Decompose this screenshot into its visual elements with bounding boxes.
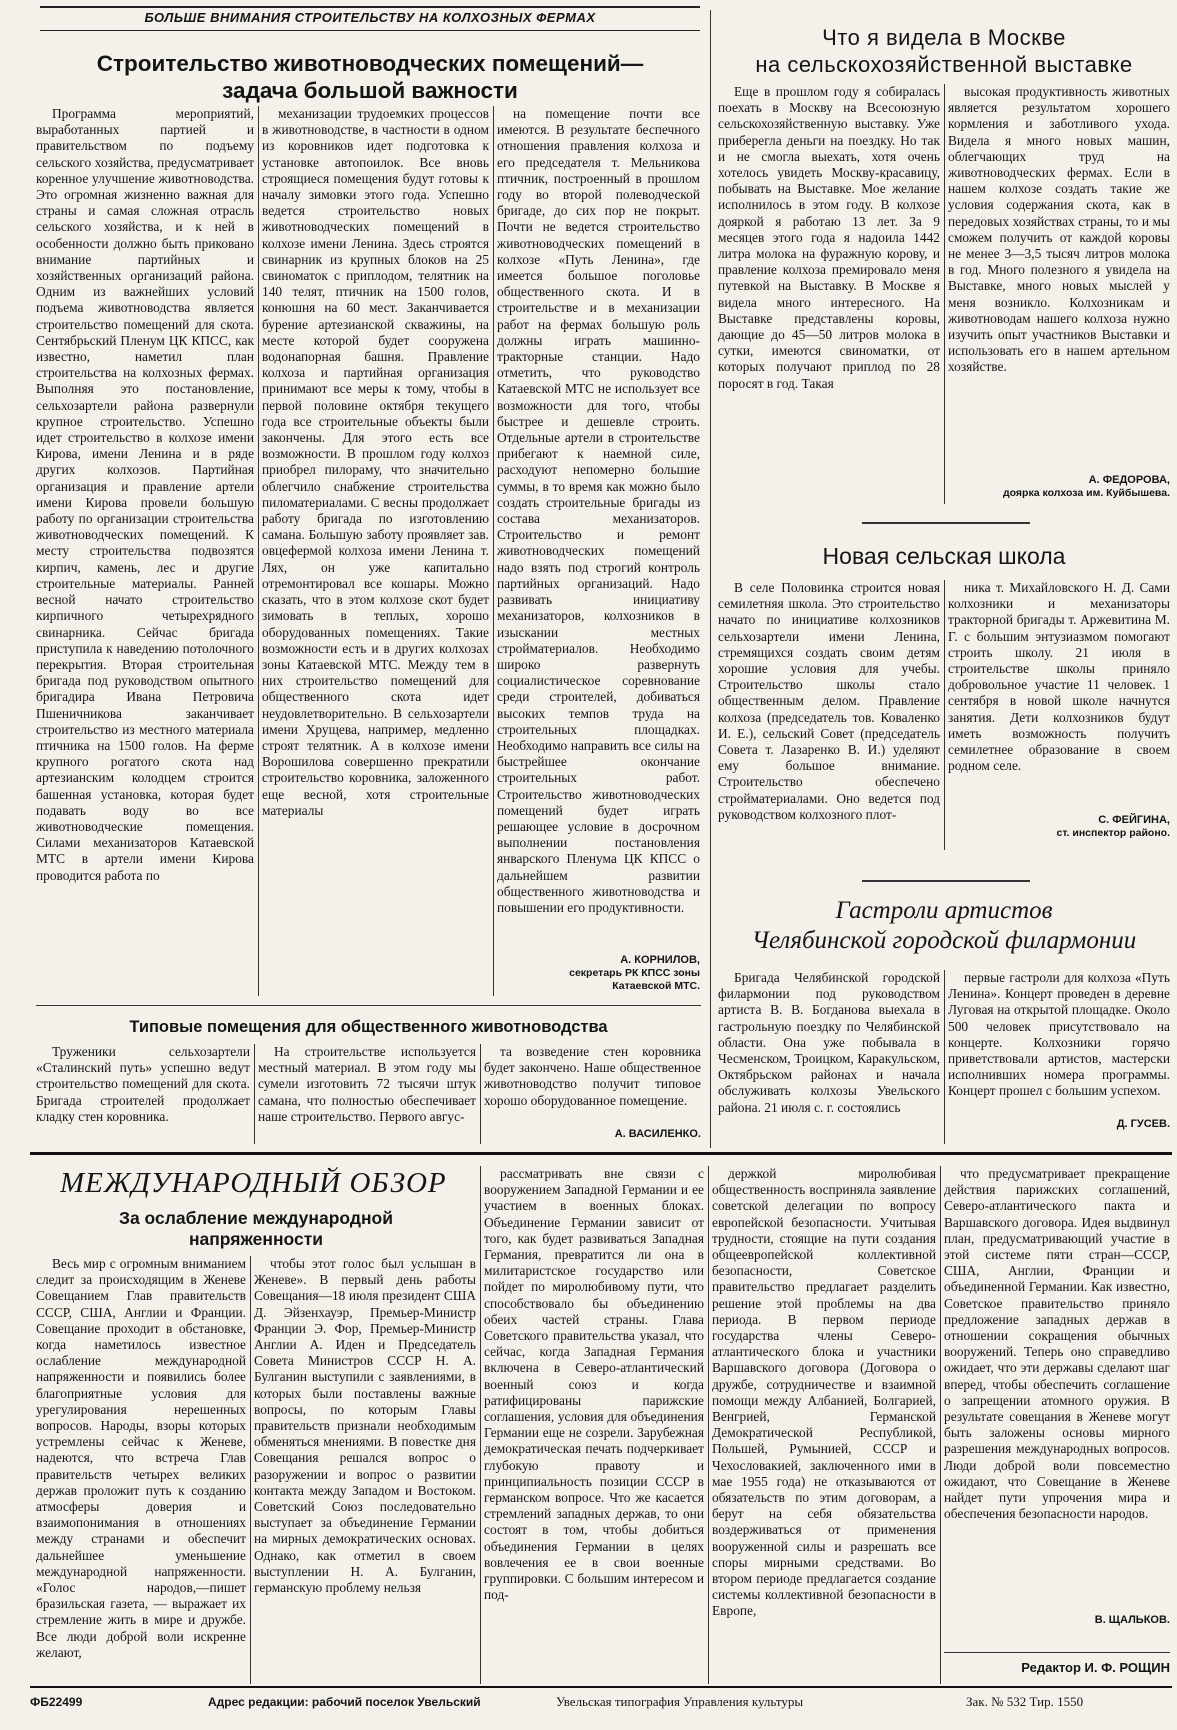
tour-article-text-2: первые гастроли для колхоза «Путь Ленина». Концерт проведен в деревне Луговая на открытой площадке. Около 500 человек присутствовало на концерте. Колхозники горячо приветствовали артистов, мастерски исполнивших номера программы. Концерт прошел с большим успехом. [948, 970, 1170, 1099]
main-article-column-3 [497, 106, 700, 996]
page-section-divider [30, 1152, 1172, 1155]
main-article-text-1: Программа мероприятий, выработанных партией и правительством по подъему сельского хозяйства, предусматривает коренное улучшение животноводства. Это огромная жизненно важная для страны и самая сложная отрасль сельского хозяйства, и к ней в особенности должно быть приковано внимание партийных и хозяйственных организаций района. Одним из важнейших условий подъема животноводства является строительство помещений для скота. Сентябрьский Пленум ЦК КПСС, как известно, наметил план строительства на колхозных фермах. Выполняя это постановление, сельхозартели района развернули крупное строительство. Успешно идет строительство в колхозе имени Кирова, имени Ленина и в ряде других колхозов. Партийная организация и правление артели имени Кирова провели большую работу по организации строительства животноводческих помещений. К месту строительства подвозятся кирпич, камень, лес и другие строительные материалы. Ранней весной начато строительство кирпичного четырехрядного свинарника. Сейчас бригада приступила к наведению потолочного перекрытия. Вторая строительная бригада под руководством опытного бригадира Ивана Петровича Пшеничникова заканчивает строительство из местного материала птичника на 1500 голов. На ферме крупного рогатого скота над артезианским колодцем строится башенная установка, которая будет подавать воду во все животноводческие помещения. Силами механизаторов Катаевской МТС в артели имени Кирова проводится работа по [36, 106, 254, 883]
international-column-3 [484, 1166, 704, 1684]
school-article-text-1: В селе Половинка строится новая семилетняя школа. Это строительство начато по инициативе колхозников сельхозартели имени Ленина, стремящихся создать своим детям хорошие условия для учебы. Строительство школы стало общественным делом. Правление колхоза (председатель тов. Коваленко И. Е.), сельский Совет (председатель Совета т. Лазаренко В. И.) уделяют ему большое внимание. Строительство обеспечено стройматериалами. Оно ведется под руководством колхозного плот- [718, 580, 940, 822]
main-article-column-1 [36, 106, 254, 996]
school-article-text-2: ника т. Михайловского Н. Д. Сами колхозники и механизаторы тракторной бригады т. Аржевитина М. Г. с большим энтузиазмом помогают строить школу. 21 июля в строительстве школы приняло добровольное участие 11 человек. 1 сентября в новой школе начнутся занятия. Дети колхозников будут иметь возможность получить семилетнее образование в своем родном селе. [948, 580, 1170, 774]
moscow-article-column-1 [718, 84, 940, 504]
moscow-article-text-1: Еще в прошлом году я собиралась поехать в Москву на Всесоюзную сельскохозяйственную выставку. Уже приберегла деньги на поездку. Но так и не смогла выехать, хотя очень хотелось увидеть Москву-красавицу, побывать на Выставке. Мое желание исполнилось в этом году. В колхозе дояркой я работаю 13 лет. За 9 месяцев этого года я надоила 1442 литра молока на фуражную корову, и правление колхоза премировало меня путевкой на Выставку. В Москве я видела много интересного. На Выставке представлены коровы, дающие до 45—50 литров молока в сутки, имеются свиноматки, от которых получают приплод по 28 поросят в год. Такая [718, 84, 940, 391]
main-article-column-2 [262, 106, 489, 996]
moscow-title-line-2: на сельскохозяйственной выставке [755, 52, 1133, 77]
typical-article-column-3 [484, 1044, 701, 1146]
international-column-5 [944, 1166, 1170, 1646]
editor-line: Редактор И. Ф. РОЩИН [1021, 1660, 1170, 1675]
moscow-article-author: А. ФЕДОРОВА, [1088, 474, 1170, 486]
main-article-signature [497, 954, 700, 993]
section-header-strip: БОЛЬШЕ ВНИМАНИЯ СТРОИТЕЛЬСТВУ НА КОЛХОЗНЫХ ФЕРМАХ [40, 6, 700, 31]
school-article-signature [948, 814, 1170, 840]
main-article-author-title: Катаевской МТС. [612, 980, 700, 992]
column-divider [708, 1166, 709, 1684]
column-divider [944, 84, 945, 504]
main-article-text-3: на помещение почти все имеются. В результате беспечного отношения правления колхоза и его председателя т. Мельникова птичник, построенный в прошлом году во второй полеводческой бригаде, до сих пор не покрыт. Почти не ведется строительство животноводческих помещений в колхозе «Путь Ленина», где имеется большое поголовье общественного скота. И в строительстве и в механизации работ на фермах большую роль должны играть машинно-тракторные станции. Надо отметить, что руководство Катаевской МТС не использует все возможности для того, чтобы быстрее и дешевле строить. Отдельные артели в строительстве прибегают к наемной силе, расходуют непомерно большие суммы, в то время как можно было создать строительные бригады из состава механизаторов. Строительство и ремонт животноводческих помещений надо взять под строгий контроль партийных организаций. Надо развивать инициативу механизаторов, колхозников в изыскании местных стройматериалов. Необходимо широко развернуть социалистическое соревнование среди строителей, добиваться высоких темпов труда на строительных площадках. Необходимо направить все силы на быстрейшее окончание строительных работ. Строительство животноводческих помещений будет играть решающее условие в досрочном выполнении постановления январского Пленума ЦК КПСС о дальнейшем развитии общественного животноводства и повышении его продуктивности. [497, 106, 700, 915]
typical-article-text-1: Труженики сельхозартели «Сталинский путь» успешно ведут строительство помещений для скота. Бригада строителей продолжает кладку стен коровника. [36, 1044, 250, 1124]
international-column-1 [36, 1256, 246, 1684]
section-rule [862, 880, 1030, 882]
main-article-title [40, 50, 700, 106]
international-text-1: Весь мир с огромным вниманием следит за происходящим в Женеве Совещанием Глав правительств СССР, США, Англии и Франции. Совещание проходит в обстановке, когда наметилось известное ослабление международной напряженности и появились более благоприятные условия для урегулирования нерешенных вопросов. Народы, взоры которых устремлены сейчас к Женеве, надеются, что встреча Глав правительств четырех великих держав проложит путь к созданию атмосферы доверия и взаимопонимания в отношениях между странами и обеспечит дальнейшее уменьшение международной напряженности. «Голос народов,—пишет бразильская газета, — выражает их стремление жить в мире и дружбе. Все люди доброй воли искренне желают, [36, 1256, 246, 1660]
school-article-author: С. ФЕЙГИНА, [1098, 814, 1170, 826]
moscow-article-signature [948, 474, 1170, 500]
international-text-2: чтобы этот голос был услышан в Женеве». В первый день работы Совещания—18 июля президент США Д. Эйзенхауэр, Премьер-Министр Франции Э. Фор, Премьер-Министр Англии А. Иден и Председатель Совета Министров СССР Н. А. Булганин выступили с заявлениями, в которых были поставлены важные вопросы, по которым Главы правительств признали необходимым обменяться мнениями. В повестке дня Совещания решался вопрос о разоружении и вопрос о развитии контакта между Западом и Востоком. Советский Союз последовательно выступает за объединение Германии на мирных демократических основах. Однако, как отметил в своем выступлении Н. А. Булганин, германскую проблему нельзя [254, 1256, 476, 1596]
editor-rule [944, 1652, 1170, 1653]
typical-article-signature: А. ВАСИЛЕНКО. [614, 1128, 701, 1140]
column-divider [940, 1166, 941, 1684]
typical-article-text-2: На строительстве используется местный материал. В этом году мы сумели изготовить 72 тысячи штук самана, что полностью обеспечивает наше строительство. Первого авгус- [258, 1044, 476, 1124]
typical-article-column-2 [258, 1044, 476, 1146]
school-article-column-1 [718, 580, 940, 852]
school-article-title: Новая сельская школа [822, 543, 1066, 569]
footer-printer: Увельская типография Управления культуры [556, 1694, 804, 1709]
typical-article-title: Типовые помещения для общественного животноводства [129, 1018, 608, 1036]
column-divider [254, 1044, 255, 1144]
main-article-text-2: механизации трудоемких процессов в животноводстве, в частности в одном из коровников идет подготовка к установке автопоилок. Все вновь строящиеся помещения будут готовы к началу зимовки этого года. Успешно ведется строительство новых животноводческих помещений в колхозе имени Ленина. Здесь строятся свинарник из крупных блоков на 25 свиноматок с приплодом, телятник на 140 телят, птичник на 1500 голов, конюшня на 60 мест. Заканчивается бурение артезианской скважины, на месте которой будет сооружена водонапорная башня. Правление колхоза и партийная организация принимают все меры к тому, чтобы в первой половине октября текущего года все строительные объекты были закончены. Для этого есть все возможности. В прошлом году колхоз приобрел пилораму, что значительно облегчило снабжение строительства пиломатериалами. С весны продолжает работу бригада по изготовлению самана. Большую заботу проявляет зав. овцефермой колхоза имени Ленина т. Лях, он уже капитально отремонтировал все кошары. Можно сказать, что в этом колхозе скот будет зимовать в теплых, хорошо оборудованных помещениях. Такие возможности есть и в других колхозах зоны Катаевской МТС. Между тем в них строительство помещений для общественного скота идет неудовлетворительно. В сельхозартели имени Хрущева, например, медленно строят телятник. А в колхозе имени Ворошилова совершенно прекратили строительство коровника, заложенного еще весной, хотя строительные материалы [262, 106, 489, 818]
column-divider [944, 580, 945, 850]
moscow-article-text-2: высокая продуктивность животных является результатом хорошего кормления и заботливого ухода. Видела я много новых машин, облегчающих труд на животноводческих фермах. Если в нашем колхозе создать такие же условия содержания скота, как в передовых хозяйствах страны, то и мы сможем получить от каждой коровы не менее 3—3,5 тысяч литров молока в год. Много полезного я увидела на Выставке, много новых мыслей у меня возникло. Колхозникам и животноводам нашего колхоза нужно изучить опыт участников Выставки и использовать его в нашем артельном хозяйстве. [948, 84, 1170, 375]
school-article-column-2 [948, 580, 1170, 852]
international-column-4 [712, 1166, 936, 1684]
tour-article-signature: Д. ГУСЕВ. [1116, 1118, 1170, 1130]
section-rule [862, 522, 1030, 524]
column-divider [493, 106, 494, 996]
international-text-4: держкой миролюбивая общественность восприняла заявление советской делегации по вопросу европейской безопасности. Учитывая трудности, стоящие на пути создания общеевропейской коллективной безопасности, Советское правительство предлагает разделить решение этой проблемы на два периода. В первом периоде государства члены Северо-атлантического блока и участники Варшавского договора (Договора о дружбе, сотрудничестве и взаимной помощи между Албанией, Болгарией, Венгрией, Германской Демократической Республикой, Польшей, Румынией, СССР и Чехословакией, заключенного ими в мае 1955 года) не отказываются от обязательств по этим договорам, а берут на себя обязательства воздерживаться от применения вооруженной силы и разрешать все споры мирными средствами. Во втором периоде предлагается создание системы коллективной безопасности в Европе, [712, 1166, 936, 1619]
column-divider [944, 970, 945, 1144]
moscow-article-author-title: доярка колхоза им. Куйбышева. [1002, 487, 1170, 499]
typical-article-text-3: та возведение стен коровника будет закончено. Наше общественное животноводство получит типовое хорошо оборудованное помещение. [484, 1044, 701, 1108]
column-divider [258, 106, 259, 996]
main-title-line-2: задача большой важности [222, 78, 518, 103]
international-rubric: МЕЖДУНАРОДНЫЙ ОБЗОР [60, 1167, 447, 1199]
moscow-title-line-1: Что я видела в Москве [822, 25, 1066, 50]
section-rule [36, 1005, 701, 1006]
main-article-author-title: секретарь РК КПСС зоны [569, 967, 700, 979]
international-article-title [36, 1208, 476, 1254]
tour-article-title [718, 896, 1170, 960]
international-text-5: что предусматривает прекращение действия парижских соглашений, Северо-атлантического пакта и Варшавского договора. Идея выдвинул план, предусматривающий участие в этой системе пяти стран—СССР, США, Англии, Франции и объединенной Германии. Как известно, Советское правительство приняло предложение западных держав в отношении сокращения обычных вооружений. Теперь оно справедливо ожидает, что эти державы сделают шаг вперед, чтобы обеспечить соглашение о запрещении атомного оружия. В результате совещания в Женеве могут быть заложены основы мирного разрешения международных вопросов. Люди доброй воли повсеместно ожидают, что Совещание в Женеве найдет пути упрочения мира и обеспечения безопасности народов. [944, 1166, 1170, 1522]
international-column-2 [254, 1256, 476, 1684]
school-article-author-title: ст. инспектор районо. [1056, 827, 1170, 839]
moscow-article-title [718, 24, 1170, 82]
moscow-article-column-2 [948, 84, 1170, 504]
tour-article-column-1 [718, 970, 940, 1146]
tour-article-text-1: Бригада Челябинской городской филармонии под руководством артиста В. В. Богданова выехала в гастрольную поездку по Челябинской области. Она уже побывала в Чесменском, Троицком, Каракульском, Октябрьском районах и начала обслуживать колхозы Увельского района. 21 июля с. г. состоялись [718, 970, 940, 1115]
footer-code: ФБ22499 [30, 1695, 83, 1709]
international-title-line-2: напряженности [188, 1229, 324, 1249]
column-divider [250, 1256, 251, 1684]
footer-order: Зак. № 532 Тир. 1550 [966, 1694, 1084, 1709]
footer-address: Адрес редакции: рабочий поселок Увельский [208, 1695, 481, 1709]
international-title-line-1: За ослабление международной [118, 1208, 393, 1228]
tour-title-line-2: Челябинской городской филармонии [751, 927, 1137, 954]
footer-rule [30, 1686, 1172, 1688]
international-text-3: рассматривать вне связи с вооружением Западной Германии и ее участием в военных блоках. Объединение Германии зависит от того, как будет развиваться Западная Германия, превратится ли она в милитаристское государство или пойдет по миролюбивому пути, что способствовало бы объединению обеих частей страны. Глава Советского правительства указал, что сейчас, когда Западная Германия включена в Северо-атлантический военный союз и когда ратифицированы парижские соглашения, условия для объединения Германии еще не созрели. Зарубежная демократическая печать подчеркивает глубокую правоту и принципиальность позиции СССР в германском вопросе. Что же касается стремлений западных держав, то они состоят в том, чтобы добиться объединения Германии в целях вовлечения ее в свои военные группировки. С большим интересом и под- [484, 1166, 704, 1603]
international-signature: В. ЩАЛЬКОВ. [1094, 1614, 1170, 1626]
tour-article-column-2 [948, 970, 1170, 1146]
column-divider [480, 1044, 481, 1144]
typical-article-column-1 [36, 1044, 250, 1146]
main-article-author: А. КОРНИЛОВ, [620, 954, 700, 966]
main-title-line-1: Строительство животноводческих помещений— [96, 51, 644, 76]
page-half-divider [710, 10, 711, 1148]
tour-title-line-1: Гастроли артистов [835, 897, 1053, 924]
column-divider [480, 1166, 481, 1684]
